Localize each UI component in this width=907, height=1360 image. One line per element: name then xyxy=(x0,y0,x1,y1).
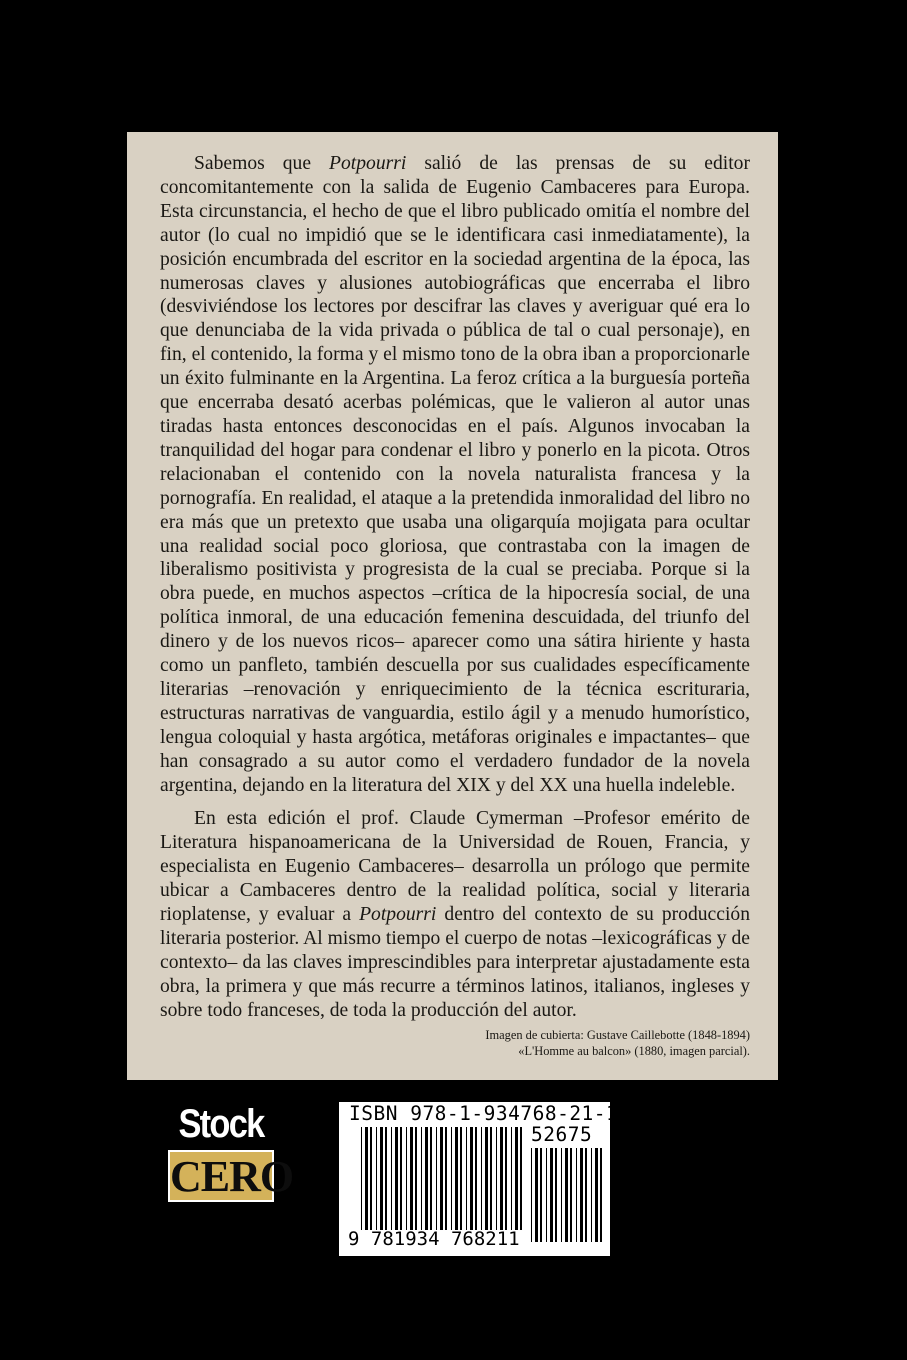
barcode-bar xyxy=(475,1127,477,1230)
barcode-bar xyxy=(531,1148,532,1242)
barcode-bar xyxy=(361,1127,362,1230)
barcode-bar xyxy=(576,1148,577,1242)
blurb-paragraph-2 xyxy=(160,807,750,1022)
ean-digits-label: 9 781934 768211 xyxy=(348,1228,520,1250)
barcode-bar xyxy=(485,1127,488,1230)
barcode-bar xyxy=(520,1127,522,1230)
barcode-bar xyxy=(430,1127,432,1230)
barcode-bar xyxy=(535,1148,538,1242)
barcode-bar xyxy=(436,1127,437,1230)
cover-credit-line-1: Imagen de cubierta: Gustave Caillebotte (1848-1894) xyxy=(485,1027,750,1042)
isbn-label: ISBN 978-1-934768-21-1 xyxy=(349,1102,619,1125)
blurb-paragraph-1 xyxy=(160,152,750,797)
barcode-bar xyxy=(600,1148,602,1242)
barcode-bar xyxy=(565,1148,568,1242)
blurb-p1-text-b: salió de las prensas de su editor concomitantemente con la salida de Eugenio Cambaceres para Europa. Esta circunstancia, el hecho de que el libro publicado omitía el nombre del autor (lo cual no impidió que se le identificara casi inmediatamente), la posición encumbrada del escritor en la sociedad argentina de la época, las numerosas claves y alusiones autobiográficas que encerraba el libro (desviviéndose los lectores por descifrar las claves y averiguar qué era lo que denunciaba de la vida privada o pública de tal o cual personaje), en fin, el contenido, la forma y el mismo tono de la obra iban a proporcionarle un éxito fulminante en la Argentina. La feroz crítica a la burguesía porteña que encerraba desató acerbas polémicas, que le valieron al autor unas tiradas hasta entonces desconocidas en el país. Algunos invocaban la tranquilidad del hogar para condenar el libro y ponerlo en la picota. Otros relacionaban el contenido con la novela naturalista francesa y la pornografía. En realidad, el ataque a la pretendida inmoralidad del libro no era más que un pretexto que usaba una oligarquía mojigata para ocultar una realidad social poco gloriosa, que contrastaba con la imagen de liberalismo positivista y progresista de la cual se preciaba. Porque si la obra puede, en muchos aspectos –crítica de la hipocresía social, de una política inmoral, de una educación femenina descuidada, del triunfo del dinero y de los nuevos ricos– aparecer como una sátira hiriente y hasta como un panfleto, también descuella por sus cualidades específicamente literarias –renovación y enriquecimiento de la técnica escrituraria, estructuras narrativas de vanguardia, estilo ágil y a menudo humorístico, lengua coloquial y hasta argótica, metáforas originales e impactantes– que han consagrado a su autor como el verdadero fundador de la novela argentina, dejando en la literatura del XIX y del XX una huella indeleble. xyxy=(160,153,750,796)
back-cover-blurb-panel xyxy=(127,132,778,1080)
barcode-bar xyxy=(466,1127,467,1230)
barcode-bar xyxy=(481,1127,482,1230)
blurb-p1-book-title: Potpourri xyxy=(329,153,407,174)
barcode-bar xyxy=(595,1148,598,1242)
barcode-bar xyxy=(391,1127,392,1230)
barcode-bar xyxy=(455,1127,458,1230)
barcode-bar xyxy=(385,1127,387,1230)
barcode-bar xyxy=(440,1127,443,1230)
cover-credit-line-2: «L'Homme au balcon» (1880, imagen parcial). xyxy=(518,1043,750,1058)
barcode-bar xyxy=(410,1127,413,1230)
blurb-p2-book-title: Potpourri xyxy=(359,904,437,926)
publisher-logo-stock: Stock xyxy=(178,1102,264,1146)
barcode-bar xyxy=(445,1127,447,1230)
price-code-label: 52675 xyxy=(531,1123,593,1146)
barcode-bar xyxy=(511,1127,512,1230)
blurb-p2-text-a: En esta edición el prof. Claude Cymerman –Profesor emérito de Literatura hispanoamericana de la Universidad de Rouen, Francia, y especialista en Eugenio Cambaceres– desarrolla un prólogo que permite ubicar a Cambaceres dentro de la realidad política, social y literaria rioplatense, y evaluar a xyxy=(160,808,750,926)
barcode-bar xyxy=(500,1127,503,1230)
barcode-bar xyxy=(425,1127,428,1230)
barcode-bar xyxy=(451,1127,452,1230)
barcode-bar xyxy=(515,1127,518,1230)
barcode-bar xyxy=(561,1148,562,1242)
publisher-logo-cero: CERO xyxy=(170,1152,294,1201)
barcode-bar xyxy=(570,1148,572,1242)
blurb-p1-text-a: Sabemos que xyxy=(194,153,330,174)
barcode-bar xyxy=(376,1127,377,1230)
publisher-logo xyxy=(165,1100,294,1204)
barcode-bar xyxy=(550,1148,553,1242)
barcode-bar xyxy=(496,1127,497,1230)
barcode-bar xyxy=(505,1127,507,1230)
barcode-bar xyxy=(460,1127,462,1230)
barcode-bar xyxy=(585,1148,587,1242)
barcode-bar xyxy=(591,1148,592,1242)
barcode-bar xyxy=(400,1127,402,1230)
ean-bars xyxy=(361,1127,522,1230)
barcode-bar xyxy=(580,1148,583,1242)
barcode-bar xyxy=(470,1127,473,1230)
blurb-p2-text-b: dentro del contexto de su producción literaria posterior. Al mismo tiempo el cuerpo de notas –lexicográficas y de contexto– da las claves imprescindibles para interpretar ajustadamente esta obra, la primera y que más recurre a términos latinos, italianos, ingleses y sobre todo franceses, de toda la producción del autor. xyxy=(160,904,750,1021)
barcode-bar xyxy=(540,1148,542,1242)
barcode-bar xyxy=(490,1127,492,1230)
barcode-bar xyxy=(546,1148,547,1242)
barcode-bar xyxy=(365,1127,368,1230)
barcode-bar xyxy=(370,1127,372,1230)
barcode-bar xyxy=(555,1148,557,1242)
barcode-bar xyxy=(421,1127,422,1230)
barcode-bar xyxy=(395,1127,398,1230)
addon-bars xyxy=(531,1148,602,1242)
isbn-barcode xyxy=(339,1102,619,1256)
barcode-bar xyxy=(406,1127,407,1230)
cover-image-credit xyxy=(160,1027,750,1059)
barcode-bar xyxy=(415,1127,417,1230)
barcode-bar xyxy=(380,1127,383,1230)
